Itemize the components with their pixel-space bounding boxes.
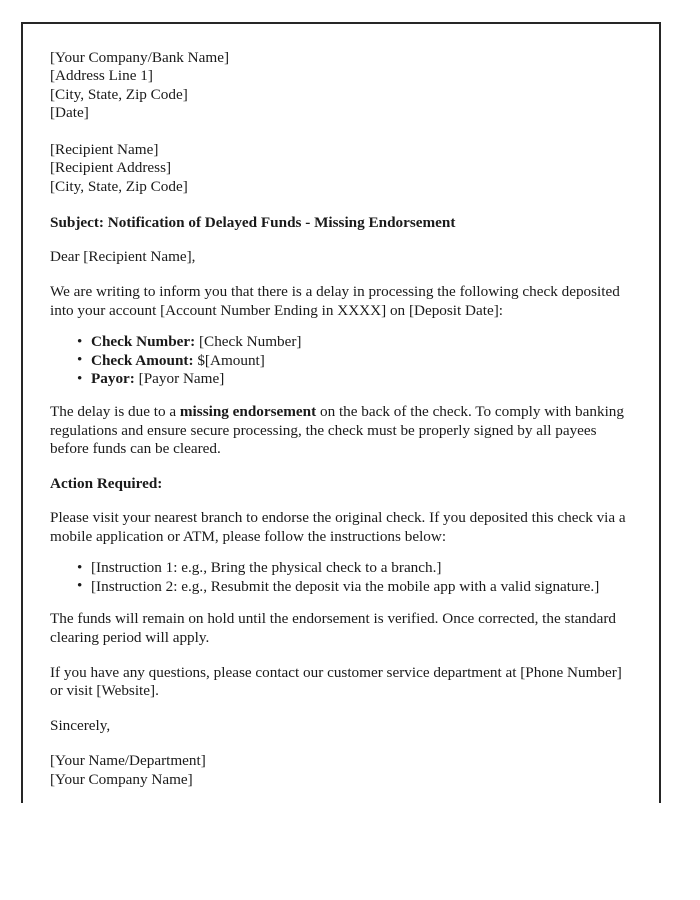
- spacer: [50, 232, 634, 248]
- reason-text-before: The delay is due to a: [50, 402, 180, 420]
- spacer: [50, 546, 634, 559]
- contact-paragraph: If you have any questions, please contact our customer service department at [Phone Number] or visit [Website].: [50, 663, 622, 700]
- recipient-name-line: [Recipient Name]: [50, 141, 159, 159]
- spacer: [50, 320, 634, 333]
- action-required-heading: Action Required:: [50, 474, 163, 492]
- check-details-list: [50, 333, 634, 389]
- spacer: [50, 596, 634, 610]
- payor-value: [Payor Name]: [138, 370, 225, 388]
- payor-label: Payor:: [91, 370, 135, 388]
- recipient-city-line: [City, State, Zip Code]: [50, 177, 188, 195]
- salutation: Dear [Recipient Name],: [50, 248, 196, 266]
- reason-paragraph: [50, 403, 634, 459]
- list-item: [50, 352, 634, 371]
- reason-text-after: on the back of the check. To comply with banking regulations and ensure secure processing, the check must be properly signed by all payees before funds can be cleared.: [50, 402, 624, 458]
- letter-body: [50, 49, 634, 789]
- sender-address-line: [Address Line 1]: [50, 67, 153, 85]
- list-item: • [Instruction 1: e.g., Bring the physical check to a branch.]: [50, 559, 634, 578]
- sender-date-line: [Date]: [50, 103, 89, 121]
- signature-name-line: [Your Name/Department]: [50, 752, 206, 770]
- spacer: [50, 493, 634, 509]
- signature-block: [50, 752, 634, 789]
- list-item: [50, 333, 634, 352]
- check-number-label: Check Number:: [91, 333, 196, 351]
- hold-paragraph: The funds will remain on hold until the endorsement is verified. Once corrected, the standard clearing period will apply.: [50, 610, 616, 646]
- recipient-address-line: [Recipient Address]: [50, 159, 172, 177]
- sender-address-line: [City, State, Zip Code]: [50, 85, 188, 103]
- action-paragraph: Please visit your nearest branch to endorse the original check. If you deposited this check via a mobile application or ATM, please follow the instructions below:: [50, 509, 626, 545]
- signature-company-line: [Your Company Name]: [50, 770, 193, 788]
- sender-address-block: [50, 49, 634, 122]
- spacer: [50, 648, 634, 664]
- check-amount-label: Check Amount:: [91, 351, 194, 369]
- closing-line: Sincerely,: [50, 716, 111, 734]
- subject-line: Subject: Notification of Delayed Funds - Missing Endorsement: [50, 214, 456, 232]
- spacer: [50, 459, 634, 475]
- list-item: • [Instruction 2: e.g., Resubmit the deposit via the mobile app with a valid signature.]: [50, 578, 634, 597]
- letter-page: [21, 22, 661, 803]
- check-amount-value: $[Amount]: [197, 351, 265, 369]
- list-item: [50, 370, 634, 389]
- intro-paragraph: We are writing to inform you that there is a delay in processing the following check deposited into your account [Account Number Ending in XXXX] on [Deposit Date]:: [50, 282, 620, 319]
- check-number-value: [Check Number]: [199, 333, 302, 351]
- recipient-address-block: [50, 141, 634, 196]
- spacer: [50, 122, 634, 141]
- instructions-list: [50, 559, 634, 596]
- spacer: [50, 735, 634, 752]
- spacer: [50, 701, 634, 717]
- spacer: [50, 267, 634, 283]
- spacer: [50, 196, 634, 214]
- spacer: [50, 389, 634, 403]
- reason-emphasis: missing endorsement: [179, 402, 317, 420]
- sender-address-line: [Your Company/Bank Name]: [50, 49, 230, 66]
